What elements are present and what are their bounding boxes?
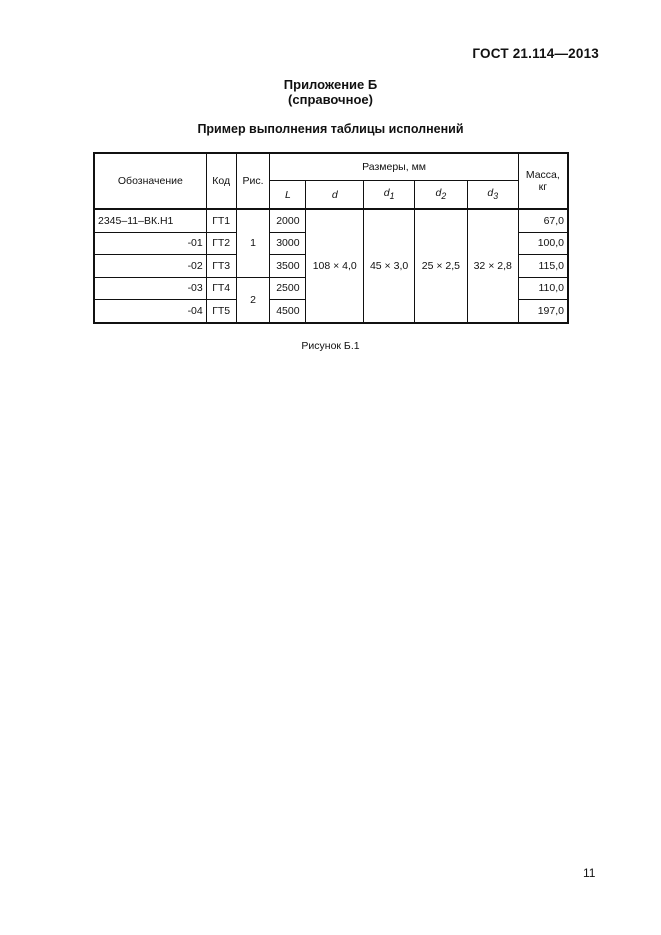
header-d3 (467, 181, 518, 210)
cell-mass: 115,0 (518, 255, 568, 278)
cell-L: 2000 (270, 209, 306, 232)
versions-table (93, 152, 569, 324)
cell-designation: -02 (94, 255, 206, 278)
header-d2 (415, 181, 468, 210)
header-dimensions: Размеры, мм (270, 153, 518, 181)
table-title: Пример выполнения таблицы исполнений (197, 122, 464, 136)
cell-designation: -01 (94, 232, 206, 255)
header-d3-base: d (487, 187, 494, 200)
cell-d1-shared: 45 × 3,0 (364, 209, 415, 323)
header-mass-line2: кг (538, 181, 548, 193)
cell-L: 4500 (270, 300, 306, 323)
header-d3-sub: 3 (493, 191, 499, 202)
header-d2-base: d (435, 187, 442, 200)
cell-L: 3000 (270, 232, 306, 255)
cell-L: 2500 (270, 277, 306, 300)
header-designation: Обозначение (94, 153, 206, 209)
cell-code: ГТ3 (206, 255, 236, 278)
cell-code: ГТ2 (206, 232, 236, 255)
figure-caption: Рисунок Б.1 (301, 340, 360, 352)
cell-mass: 197,0 (518, 300, 568, 323)
header-d1-sub: 1 (389, 191, 395, 202)
cell-d-shared: 108 × 4,0 (306, 209, 364, 323)
header-d: d (306, 181, 364, 210)
cell-mass: 110,0 (518, 277, 568, 300)
page-number: 11 (583, 866, 596, 880)
header-figure: Рис. (236, 153, 270, 209)
header-mass-line1: Масса, (525, 169, 560, 181)
header-d2-sub: 2 (441, 191, 447, 202)
cell-L: 3500 (270, 255, 306, 278)
cell-figure-group-2: 2 (236, 277, 270, 323)
cell-mass: 67,0 (518, 209, 568, 232)
cell-designation: 2345–11–ВК.Н1 (94, 209, 206, 232)
appendix-heading (0, 77, 661, 107)
cell-code: ГТ4 (206, 277, 236, 300)
cell-designation: -03 (94, 277, 206, 300)
appendix-type: (справочное) (288, 92, 373, 107)
header-mass (518, 153, 568, 209)
table-row (94, 209, 568, 232)
cell-code: ГТ1 (206, 209, 236, 232)
cell-designation: -04 (94, 300, 206, 323)
cell-d3-shared: 32 × 2,8 (467, 209, 518, 323)
header-d1-base: d (383, 187, 390, 200)
cell-figure-group-1: 1 (236, 209, 270, 277)
standard-number: ГОСТ 21.114—2013 (472, 46, 599, 61)
header-L: L (270, 181, 306, 210)
header-code: Код (206, 153, 236, 209)
appendix-title: Приложение Б (283, 77, 378, 92)
cell-mass: 100,0 (518, 232, 568, 255)
header-d1 (364, 181, 415, 210)
cell-d2-shared: 25 × 2,5 (415, 209, 468, 323)
cell-code: ГТ5 (206, 300, 236, 323)
